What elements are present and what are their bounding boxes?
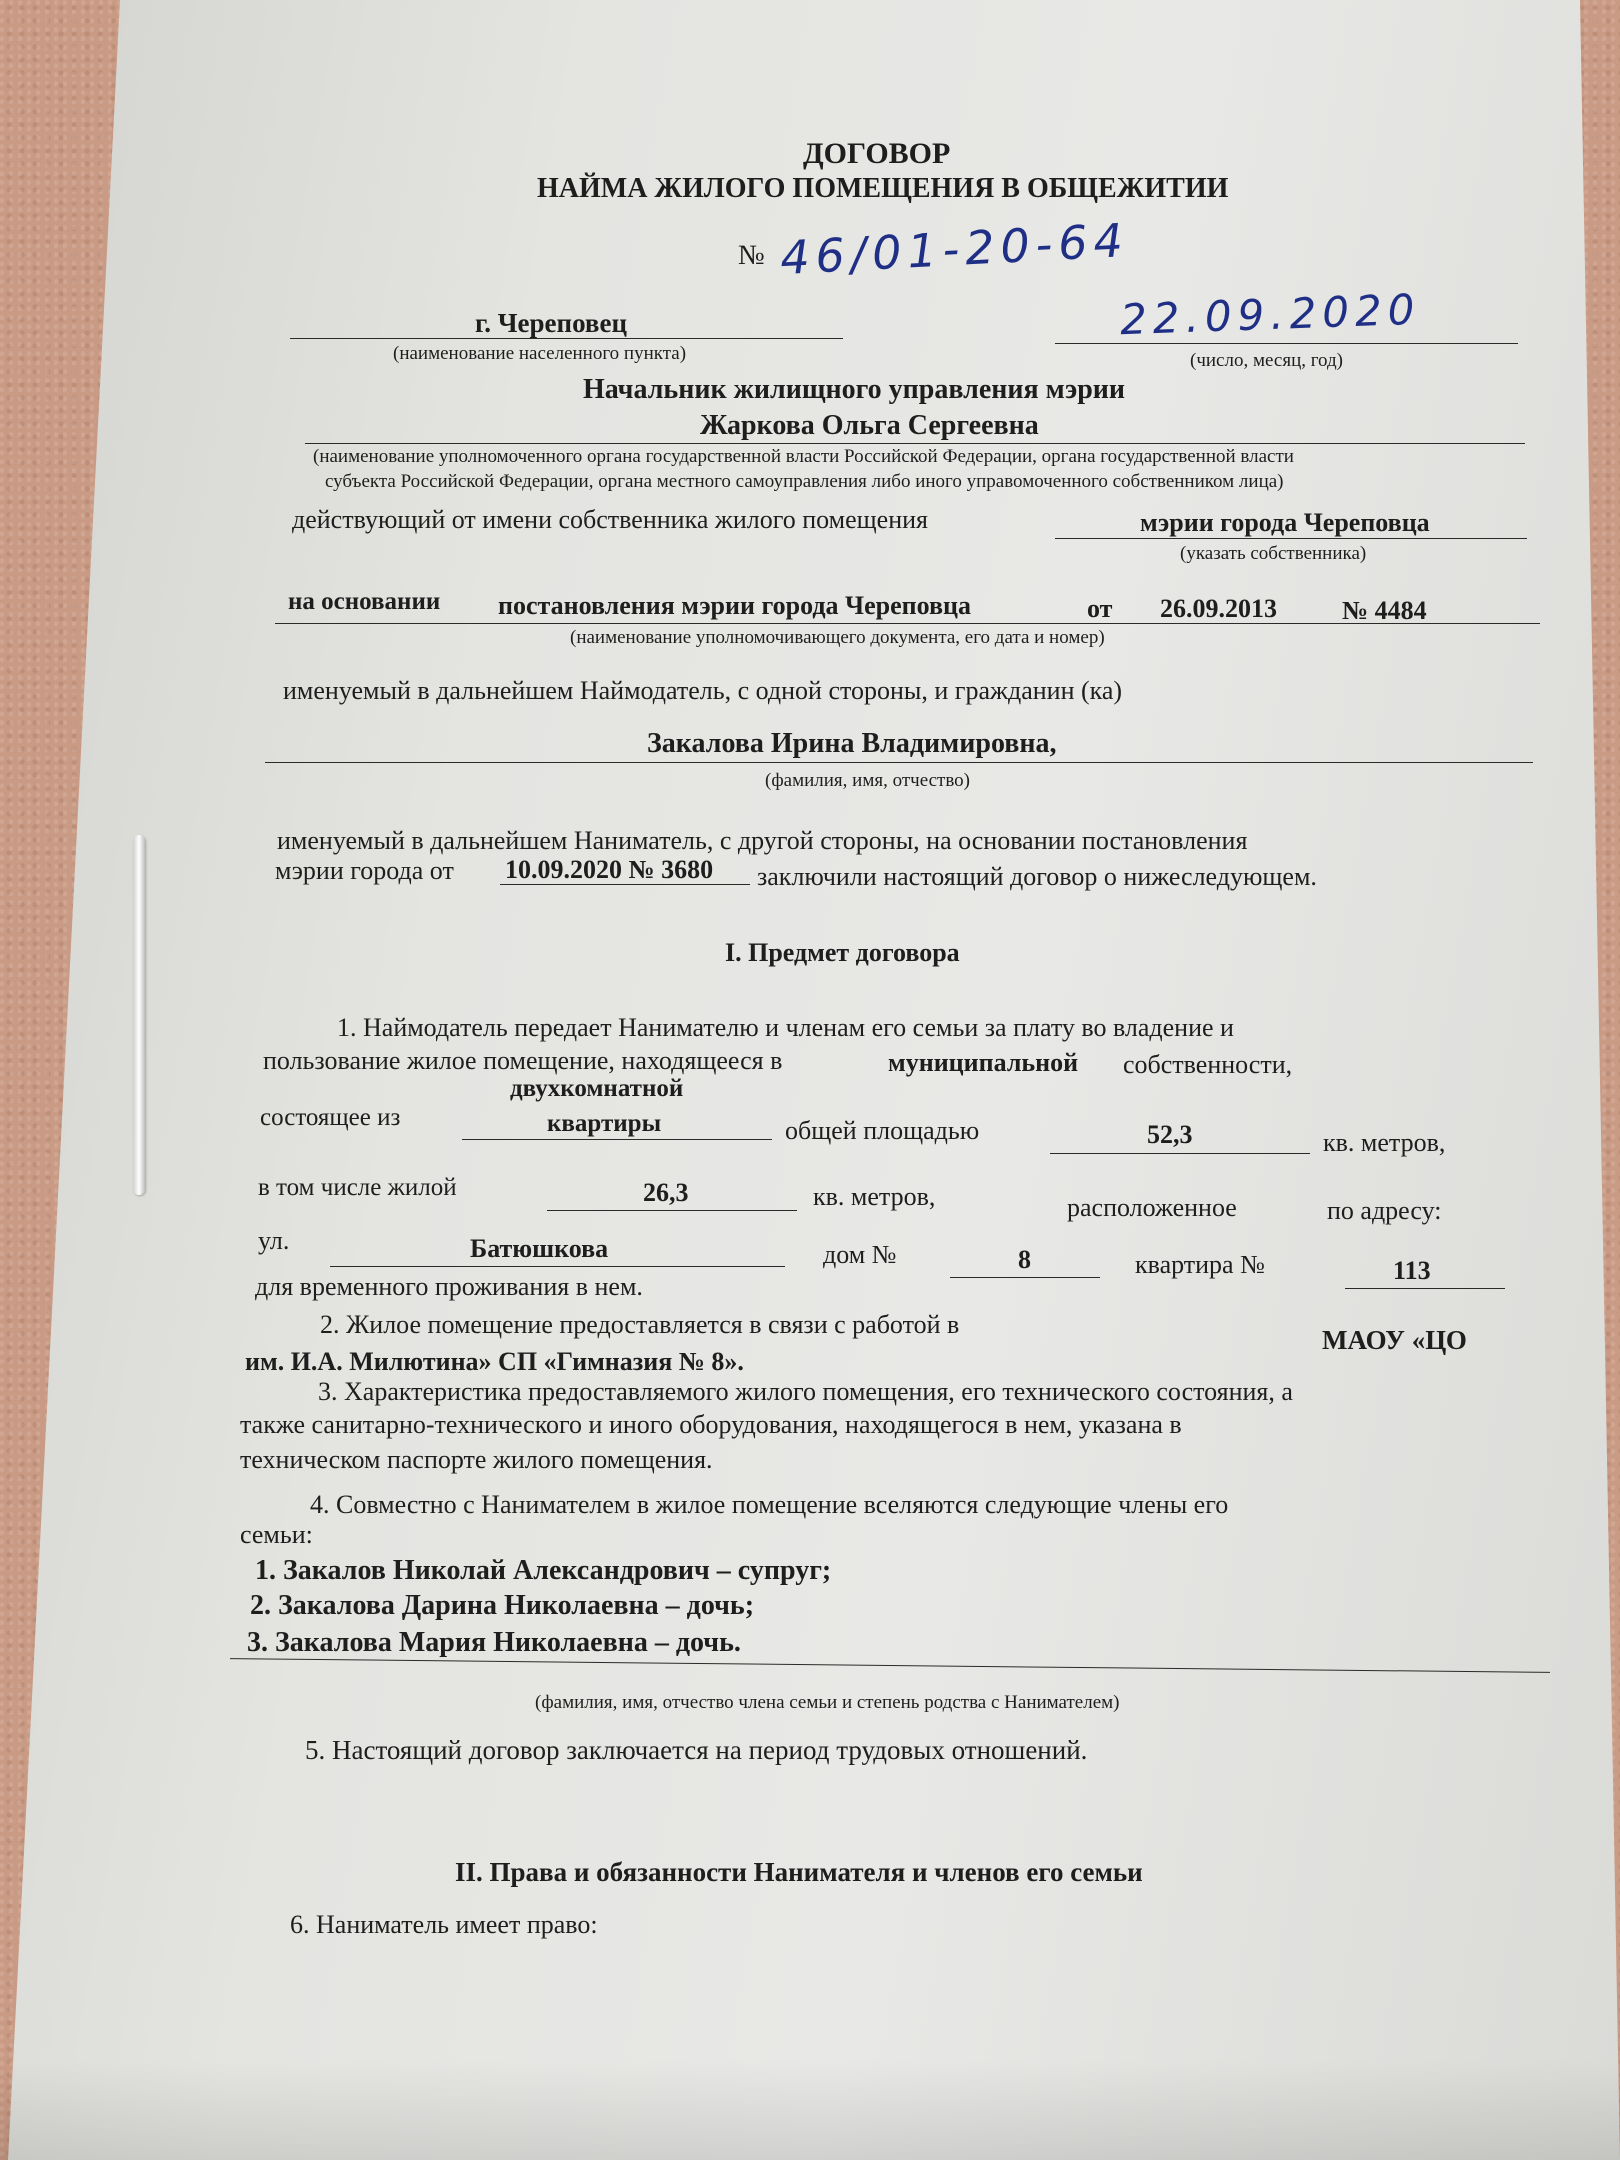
p1-line2b: собственности, <box>1123 1050 1293 1079</box>
tenant-named-2b: заключили настоящий договор о нижеследующем. <box>757 862 1317 891</box>
apt: 113 <box>1393 1256 1431 1285</box>
street: Батюшкова <box>470 1234 609 1263</box>
total-area-line <box>1050 1153 1310 1154</box>
p2-org-1: МАОУ «ЦО <box>1322 1325 1467 1355</box>
p5: 5. Настоящий договор заключается на период трудовых отношений. <box>305 1735 1088 1765</box>
basis-from: от <box>1087 594 1113 623</box>
street-label: ул. <box>258 1226 290 1255</box>
date-line <box>1055 343 1518 344</box>
basis-caption: (наименование уполномочивающего документа, его дата и номер) <box>570 627 1105 648</box>
basis-line <box>275 623 1540 624</box>
street-line <box>330 1266 785 1267</box>
p3-line3: техническом паспорте жилого помещения. <box>240 1445 713 1474</box>
total-area: 52,3 <box>1147 1120 1193 1149</box>
p3-line1: 3. Характеристика предоставляемого жилого помещения, его технического состояния, а <box>318 1377 1293 1406</box>
sqm-unit-2: кв. метров, <box>813 1182 936 1211</box>
located: расположенное <box>1067 1193 1237 1222</box>
tenant-name: Закалова Ирина Владимировна, <box>647 728 1057 759</box>
total-area-label: общей площадью <box>785 1116 980 1145</box>
city: г. Череповец <box>475 308 628 338</box>
p4-line2: семьи: <box>240 1520 313 1549</box>
page-shadow <box>0 2060 1620 2160</box>
basis-label: на основании <box>288 588 441 615</box>
p1-ownership: муниципальной <box>888 1048 1079 1077</box>
rooms-line <box>462 1139 772 1140</box>
date-handwritten: 22.09.2020 <box>1119 284 1422 345</box>
consisting-of: состоящее из <box>260 1104 401 1131</box>
city-line <box>290 338 843 339</box>
by-address: по адресу: <box>1327 1196 1442 1225</box>
p2-line1: 2. Жилое помещение предоставляется в связи с работой в <box>320 1310 960 1339</box>
rooms-kind: квартиры <box>547 1110 662 1137</box>
house-line <box>950 1277 1100 1278</box>
family-member-2: 2. Закалова Дарина Николаевна – дочь; <box>250 1590 755 1621</box>
tenant-caption: (фамилия, имя, отчество) <box>765 770 971 791</box>
date-caption: (число, месяц, год) <box>1190 350 1344 371</box>
house: 8 <box>1018 1245 1031 1274</box>
p2-org-2: им. И.А. Милютина» СП «Гимназия № 8». <box>245 1347 744 1376</box>
tenant-named-1: именуемый в дальнейшем Наниматель, с другой стороны, на основании постановления <box>277 826 1248 855</box>
section-2-title: II. Права и обязанности Нанимателя и членов его семьи <box>455 1857 1143 1887</box>
family-member-1: 1. Закалов Николай Александрович – супруг; <box>255 1555 832 1586</box>
tenant-line <box>265 762 1533 763</box>
decree: 10.09.2020 № 3680 <box>505 855 714 884</box>
living-area-line <box>547 1210 797 1211</box>
authority-caption-1: (наименование уполномоченного органа государственной власти Российской Федерации, органа государственной власти <box>313 446 1294 467</box>
p1-line2a: пользование жилое помещение, находящееся в <box>263 1046 783 1075</box>
basis-date: 26.09.2013 <box>1160 594 1277 623</box>
landlord-name: Жаркова Ольга Сергеевна <box>700 410 1039 441</box>
temp-residence: для временного проживания в нем. <box>255 1272 643 1301</box>
doc-title: ДОГОВОР <box>803 137 951 170</box>
authority-caption-2: субъекта Российской Федерации, органа местного самоуправления либо иного управомоченного собственником лица) <box>325 471 1284 492</box>
owner: мэрии города Череповца <box>1140 508 1430 537</box>
city-caption: (наименование населенного пункта) <box>393 343 687 364</box>
p6: 6. Наниматель имеет право: <box>290 1910 598 1939</box>
decree-line <box>500 884 750 885</box>
basis-number: № 4484 <box>1342 596 1427 625</box>
landlord-org: Начальник жилищного управления мэрии <box>583 374 1126 405</box>
family-caption: (фамилия, имя, отчество члена семьи и степень родства с Нанимателем) <box>535 1692 1120 1713</box>
apt-label: квартира № <box>1135 1250 1265 1279</box>
owner-caption: (указать собственника) <box>1180 543 1367 564</box>
owner-line <box>1055 538 1527 539</box>
p3-line2: также санитарно-технического и иного оборудования, находящегося в нем, указана в <box>240 1410 1182 1439</box>
landlord-line <box>305 443 1525 444</box>
acting-text: действующий от имени собственника жилого помещения <box>292 505 928 534</box>
living-label: в том числе жилой <box>258 1174 457 1201</box>
apt-line <box>1345 1288 1505 1289</box>
family-member-3: 3. Закалова Мария Николаевна – дочь. <box>247 1627 741 1658</box>
landlord-named: именуемый в дальнейшем Наймодатель, с одной стороны, и гражданин (ка) <box>283 676 1123 705</box>
living-area: 26,3 <box>643 1178 689 1207</box>
contract-number-handwritten: 46/01-20-64 <box>778 212 1131 286</box>
house-label: дом № <box>823 1240 897 1269</box>
doc-subtitle: НАЙМА ЖИЛОГО ПОМЕЩЕНИЯ В ОБЩЕЖИТИИ <box>537 173 1229 204</box>
section-1-title: I. Предмет договора <box>725 938 960 967</box>
tenant-named-2a: мэрии города от <box>275 856 454 885</box>
contract-number-label: № <box>738 240 765 271</box>
binding-thread <box>133 835 145 1195</box>
p1-line1: 1. Наймодатель передает Нанимателю и членам его семьи за плату во владение и <box>337 1013 1234 1042</box>
rooms-type: двухкомнатной <box>510 1075 684 1102</box>
p4-line1: 4. Совместно с Нанимателем в жилое помещение вселяются следующие члены его <box>310 1490 1229 1519</box>
sqm-unit-1: кв. метров, <box>1323 1128 1446 1157</box>
basis-doc: постановления мэрии города Череповца <box>498 591 971 620</box>
